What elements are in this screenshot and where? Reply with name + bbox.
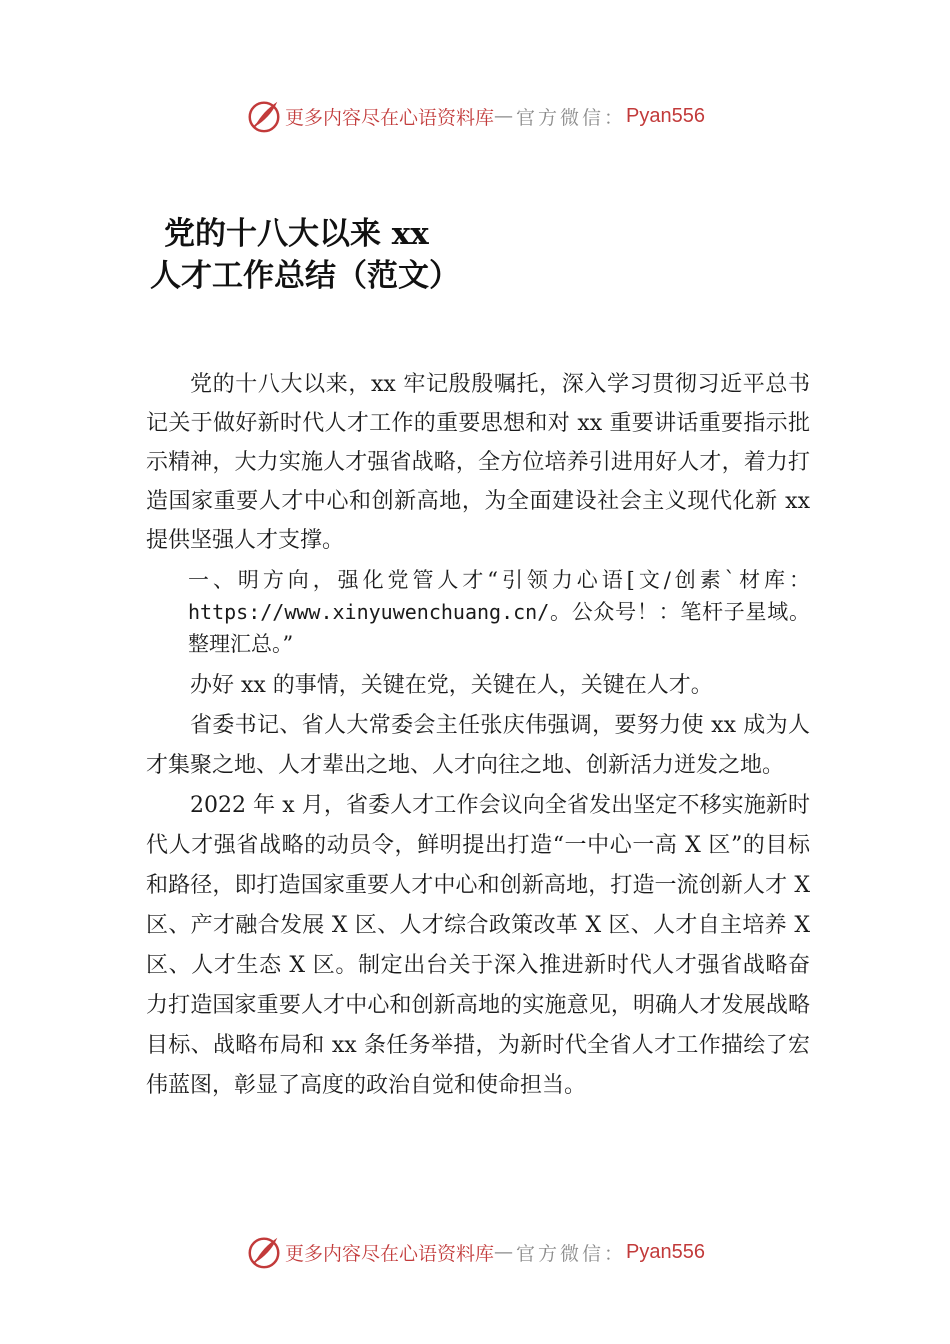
banner-official-label: 官方微信： [516, 1242, 627, 1265]
banner-main-text: 更多内容尽在心语资料库 [285, 106, 495, 129]
paragraph-secretary: 省委书记、省人大常委会主任张庆伟强调，要努力使 xx 成为人才集聚之地、人才辈出之地、人才向往之地、创新活力迸发之地。 [146, 713, 810, 778]
banner-dash: — [494, 105, 517, 127]
title-line-2: 人才工作总结（范文） [150, 258, 460, 294]
document-body [146, 365, 810, 1106]
footer-watermark-banner [0, 1230, 950, 1274]
section-heading-1 [146, 564, 810, 660]
document-title [150, 213, 460, 297]
banner-main-text: 更多内容尽在心语资料库 [285, 1242, 495, 1265]
header-watermark-banner [0, 94, 950, 138]
banner-dash: — [494, 1241, 517, 1263]
paragraph-key-talent: 办好 xx 的事情，关键在党，关键在人，关键在人才。 [190, 673, 713, 698]
section-heading-url: https://www.xinyuwenchuang.cn/ [188, 600, 550, 624]
banner-official-label: 官方微信： [516, 106, 627, 129]
banner-wechat-id: Pyan556 [626, 104, 705, 127]
quill-pen-logo-icon [245, 1233, 283, 1271]
paragraph-2022-meeting: 2022 年 x 月，省委人才工作会议向全省发出坚定不移实施新时代人才强省战略的动员令，鲜明提出打造“一中心一高 X 区”的目标和路径，即打造国家重要人才中心和创新高地，打造一流创新人才 X 区、产才融合发展 X 区、人才综合政策改革 X 区、人才自主培养 X 区、人才生态 X 区。制定出台关于深入推进新时代人才强省战略奋力打造国家重要人才中心和创新高地的实施意见，明确人才发展战略目标、战略布局和 xx 条任务举措，为新时代全省人才工作描绘了宏伟蓝图，彰显了高度的政治自觉和使命担当。 [146, 793, 810, 1098]
paragraph-intro: 党的十八大以来，xx 牢记殷殷嘱托，深入学习贯彻习近平总书记关于做好新时代人才工作的重要思想和对 xx 重要讲话重要指示批示精神，大力实施人才强省战略，全方位培养引进用好人才，着力打造国家重要人才中心和创新高地，为全面建设社会主义现代化新 xx 提供坚强人才支撑。 [146, 372, 810, 553]
quill-pen-logo-icon [245, 97, 283, 135]
title-line-1: 党的十八大以来 xx [164, 216, 429, 252]
section-heading-suffix: 。公众号！：笔杆子星域。整理汇总。” [188, 600, 810, 656]
section-heading-text: 一、明方向，强化党管人才“引领力心语[文/创素`材库： [188, 568, 810, 592]
banner-wechat-id: Pyan556 [626, 1240, 705, 1263]
